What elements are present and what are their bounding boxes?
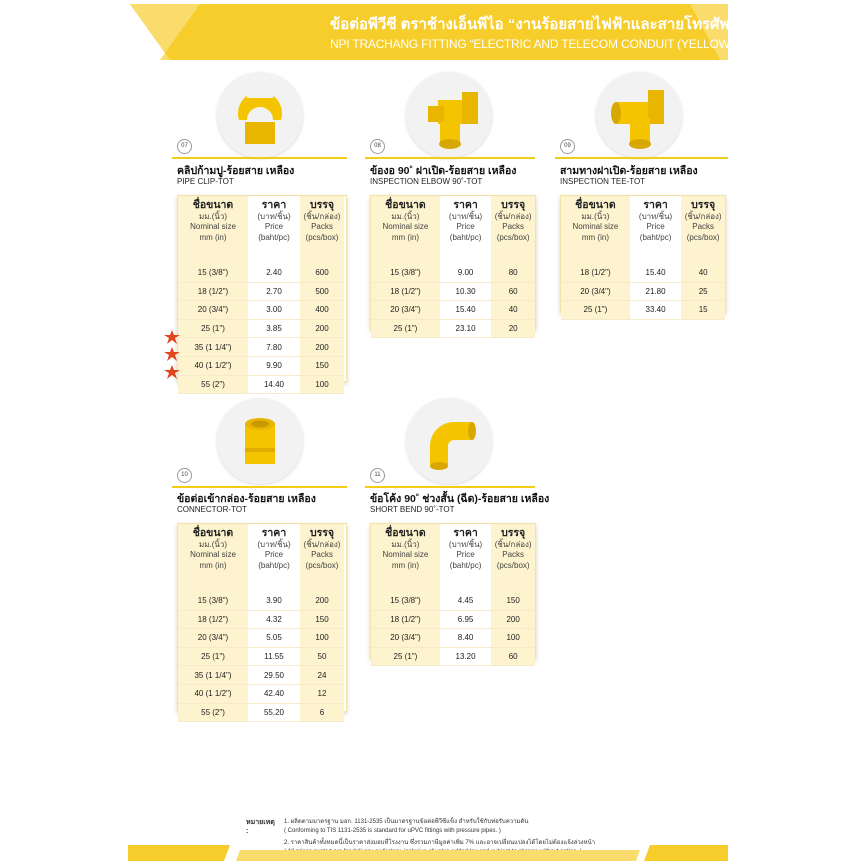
cell-size: 25 (1") [371, 647, 440, 666]
cell-size: 20 (3/4") [371, 301, 440, 320]
cell-size: 35 (1 1/4") [178, 666, 248, 685]
divider [365, 486, 535, 488]
short-bend-icon [406, 398, 492, 484]
cell-pack: 80 [491, 264, 535, 282]
cell-size: 18 (1/2") [371, 282, 440, 301]
table [371, 196, 535, 338]
price-table-inspection-tee [560, 195, 726, 313]
table-row [178, 338, 344, 357]
col-pack: บรรจุ (ชิ้น/กล่อง) Packs (pcs/box) [300, 524, 344, 592]
cell-size: 40 (1 1/2") [178, 684, 248, 703]
cell-pack: 100 [300, 375, 344, 394]
header-banner [130, 4, 835, 60]
cell-pack: 200 [300, 319, 344, 338]
table-row [178, 319, 344, 338]
cell-size: 15 (3/8") [178, 264, 248, 282]
cell-size: 20 (3/4") [561, 282, 630, 301]
cell-pack: 200 [300, 592, 344, 610]
table-row [371, 647, 535, 666]
cell-price: 9.00 [440, 264, 491, 282]
footer-decoration [0, 840, 861, 861]
cell-pack: 6 [300, 703, 344, 722]
cell-pack: 150 [300, 356, 344, 375]
cell-price: 3.90 [248, 592, 300, 610]
cell-price: 14.40 [248, 375, 300, 394]
col-size: ชื่อขนาด มม.(นิ้ว) Nominal size mm (in) [371, 524, 440, 592]
cell-pack: 15 [681, 301, 725, 320]
cell-price: 9.90 [248, 356, 300, 375]
cell-size: 20 (3/4") [178, 301, 248, 320]
cell-pack: 20 [491, 319, 535, 338]
page-title: ข้อต่อพีวีซี ตราช้างเอ็นพีไอ “งานร้อยสายไฟฟ้าและสายโทรศัพท์ (สีเหลือง)” ฉีด [330, 16, 835, 33]
divider [365, 157, 535, 159]
product-name-en: INSPECTION TEE-TOT [560, 177, 646, 186]
table-row [561, 282, 725, 301]
col-pack: บรรจุ (ชิ้น/กล่อง) Packs (pcs/box) [681, 196, 725, 264]
cell-price: 21.80 [630, 282, 681, 301]
cell-pack: 600 [300, 264, 344, 282]
connector-icon [217, 398, 303, 484]
col-size: ชื่อขนาด มม.(นิ้ว) Nominal size mm (in) [178, 524, 248, 592]
product-number-badge: 09 [560, 139, 575, 154]
table-row [371, 264, 535, 282]
table-row [178, 264, 344, 282]
cell-price: 4.32 [248, 610, 300, 629]
table-row [561, 301, 725, 320]
cell-size: 25 (1") [178, 319, 248, 338]
product-name-th: คลิปก้ามปู-ร้อยสาย เหลือง [177, 165, 295, 177]
cell-pack: 200 [491, 610, 535, 629]
divider [172, 486, 347, 488]
cell-size: 35 (1 1/4") [178, 338, 248, 357]
col-size: ชื่อขนาด มม.(นิ้ว) Nominal size mm (in) [178, 196, 248, 264]
table-row [178, 647, 344, 666]
page-subtitle: NPI TRACHANG FITTING “ELECTRIC AND TELECOM CONDUIT (YELLOW)” INJECTION [330, 37, 803, 51]
table-row [178, 666, 344, 685]
cell-price: 7.80 [248, 338, 300, 357]
cell-size: 25 (1") [178, 647, 248, 666]
cell-size: 25 (1") [561, 301, 630, 320]
col-pack: บรรจุ (ชิ้น/กล่อง) Packs (pcs/box) [491, 524, 535, 592]
cell-size: 15 (3/8") [178, 592, 248, 610]
inspection-elbow-icon [406, 72, 492, 158]
cell-pack: 400 [300, 301, 344, 320]
cell-pack: 500 [300, 282, 344, 301]
table [178, 524, 344, 722]
cell-pack: 60 [491, 282, 535, 301]
cell-price: 2.70 [248, 282, 300, 301]
product-number-badge: 07 [177, 139, 192, 154]
col-size: ชื่อขนาด มม.(นิ้ว) Nominal size mm (in) [561, 196, 630, 264]
table-row [178, 592, 344, 610]
price-table-connector [177, 523, 347, 717]
product-photo-connector [217, 398, 303, 484]
cell-pack: 200 [300, 338, 344, 357]
inspection-tee-icon [596, 72, 682, 158]
note-line: 2. ราคาสินค้าทั้งหมดนี้เป็นราคาส่งมอบที่โรงงาน ซึ่งรวมภาษีมูลค่าเพิ่ม 7% และอาจเปลี่ยนแปลงได้โดยไม่ต้องแจ้งล่วงหน้า [284, 840, 596, 846]
product-name-th: ข้อต่อเข้ากล่อง-ร้อยสาย เหลือง [177, 493, 316, 505]
cell-price: 33.40 [630, 301, 681, 320]
product-name-en: SHORT BEND 90˚-TOT [370, 505, 455, 514]
table [178, 196, 344, 394]
cell-size: 18 (1/2") [371, 610, 440, 629]
cell-size: 20 (3/4") [371, 629, 440, 648]
new-badge-icon [164, 365, 180, 381]
table [561, 196, 725, 320]
cell-price: 5.05 [248, 629, 300, 648]
divider [172, 157, 347, 159]
cell-size: 40 (1 1/2") [178, 356, 248, 375]
col-pack: บรรจุ (ชิ้น/กล่อง) Packs (pcs/box) [491, 196, 535, 264]
product-name-th: สามทางฝาเปิด-ร้อยสาย เหลือง [560, 165, 698, 177]
table-row [561, 264, 725, 282]
table-row [371, 301, 535, 320]
product-name-en: INSPECTION ELBOW 90˚-TOT [370, 177, 483, 186]
product-photo-short-bend [406, 398, 492, 484]
cell-price: 10.30 [440, 282, 491, 301]
cell-size: 55 (2") [178, 703, 248, 722]
cell-price: 42.40 [248, 684, 300, 703]
col-size: ชื่อขนาด มม.(นิ้ว) Nominal size mm (in) [371, 196, 440, 264]
table-row [371, 610, 535, 629]
cell-pack: 24 [300, 666, 344, 685]
cell-size: 55 (2") [178, 375, 248, 394]
new-badge-icon [164, 347, 180, 363]
col-pack: บรรจุ (ชิ้น/กล่อง) Packs (pcs/box) [300, 196, 344, 264]
notes-label: หมายเหตุ : [246, 819, 275, 835]
cell-size: 20 (3/4") [178, 629, 248, 648]
cell-price: 15.40 [630, 264, 681, 282]
note-line: ( Conforming to TIS 1131-2535 is standard for uPVC fittings with pressure pipes. ) [284, 828, 501, 834]
cell-price: 15.40 [440, 301, 491, 320]
table-row [178, 629, 344, 648]
cell-price: 3.85 [248, 319, 300, 338]
cell-price: 6.95 [440, 610, 491, 629]
price-table-short-bend [370, 523, 536, 662]
table-row [178, 375, 344, 394]
table-row [371, 282, 535, 301]
cell-pack: 40 [681, 264, 725, 282]
product-number-badge: 10 [177, 468, 192, 483]
product-name-th: ข้องอ 90˚ ฝาเปิด-ร้อยสาย เหลือง [370, 165, 517, 177]
col-price: ราคา (บาท/ชิ้น) Price (baht/pc) [248, 524, 300, 592]
cell-size: 15 (3/8") [371, 264, 440, 282]
col-price: ราคา (บาท/ชิ้น) Price (baht/pc) [630, 196, 681, 264]
cell-price: 23.10 [440, 319, 491, 338]
pipe-clip-icon [217, 72, 303, 158]
col-price: ราคา (บาท/ชิ้น) Price (baht/pc) [440, 196, 491, 264]
cell-pack: 12 [300, 684, 344, 703]
cell-size: 15 (3/8") [371, 592, 440, 610]
cell-price: 3.00 [248, 301, 300, 320]
table-row [178, 282, 344, 301]
price-table-inspection-elbow [370, 195, 536, 334]
product-number-badge: 08 [370, 139, 385, 154]
cell-price: 2.40 [248, 264, 300, 282]
cell-pack: 100 [491, 629, 535, 648]
product-number-badge: 11 [370, 468, 385, 483]
cell-size: 18 (1/2") [178, 282, 248, 301]
cell-pack: 150 [300, 610, 344, 629]
cell-price: 8.40 [440, 629, 491, 648]
product-name-th: ข้อโค้ง 90˚ ช่วงสั้น (ฉีด)-ร้อยสาย เหลือง [370, 493, 550, 505]
cell-pack: 25 [681, 282, 725, 301]
product-photo-inspection-tee [596, 72, 682, 158]
table-row [178, 610, 344, 629]
col-price: ราคา (บาท/ชิ้น) Price (baht/pc) [248, 196, 300, 264]
table-row [371, 629, 535, 648]
cell-size: 25 (1") [371, 319, 440, 338]
cell-price: 11.55 [248, 647, 300, 666]
product-photo-pipe-clip [217, 72, 303, 158]
product-name-en: CONNECTOR-TOT [177, 505, 247, 514]
table-row [178, 684, 344, 703]
price-table-pipe-clip [177, 195, 347, 389]
cell-size: 18 (1/2") [561, 264, 630, 282]
cell-price: 55.20 [248, 703, 300, 722]
table-row [371, 592, 535, 610]
cell-price: 13.20 [440, 647, 491, 666]
cell-pack: 50 [300, 647, 344, 666]
cell-pack: 150 [491, 592, 535, 610]
table-row [371, 319, 535, 338]
table [371, 524, 535, 666]
cell-pack: 100 [300, 629, 344, 648]
product-photo-inspection-elbow [406, 72, 492, 158]
table-row [178, 301, 344, 320]
table-row [178, 703, 344, 722]
product-name-en: PIPE CLIP-TOT [177, 177, 234, 186]
note-line: 1. ผลิตตามมาตรฐาน มอก. 1131-2535 เป็นมาตรฐานข้อต่อพีวีซีแข็ง สำหรับใช้กับท่อรับความดัน [284, 819, 529, 825]
cell-pack: 40 [491, 301, 535, 320]
cell-price: 4.45 [440, 592, 491, 610]
divider [555, 157, 728, 159]
new-badge-icon [164, 330, 180, 346]
col-price: ราคา (บาท/ชิ้น) Price (baht/pc) [440, 524, 491, 592]
cell-pack: 60 [491, 647, 535, 666]
cell-size: 18 (1/2") [178, 610, 248, 629]
table-row [178, 356, 344, 375]
cell-price: 29.50 [248, 666, 300, 685]
